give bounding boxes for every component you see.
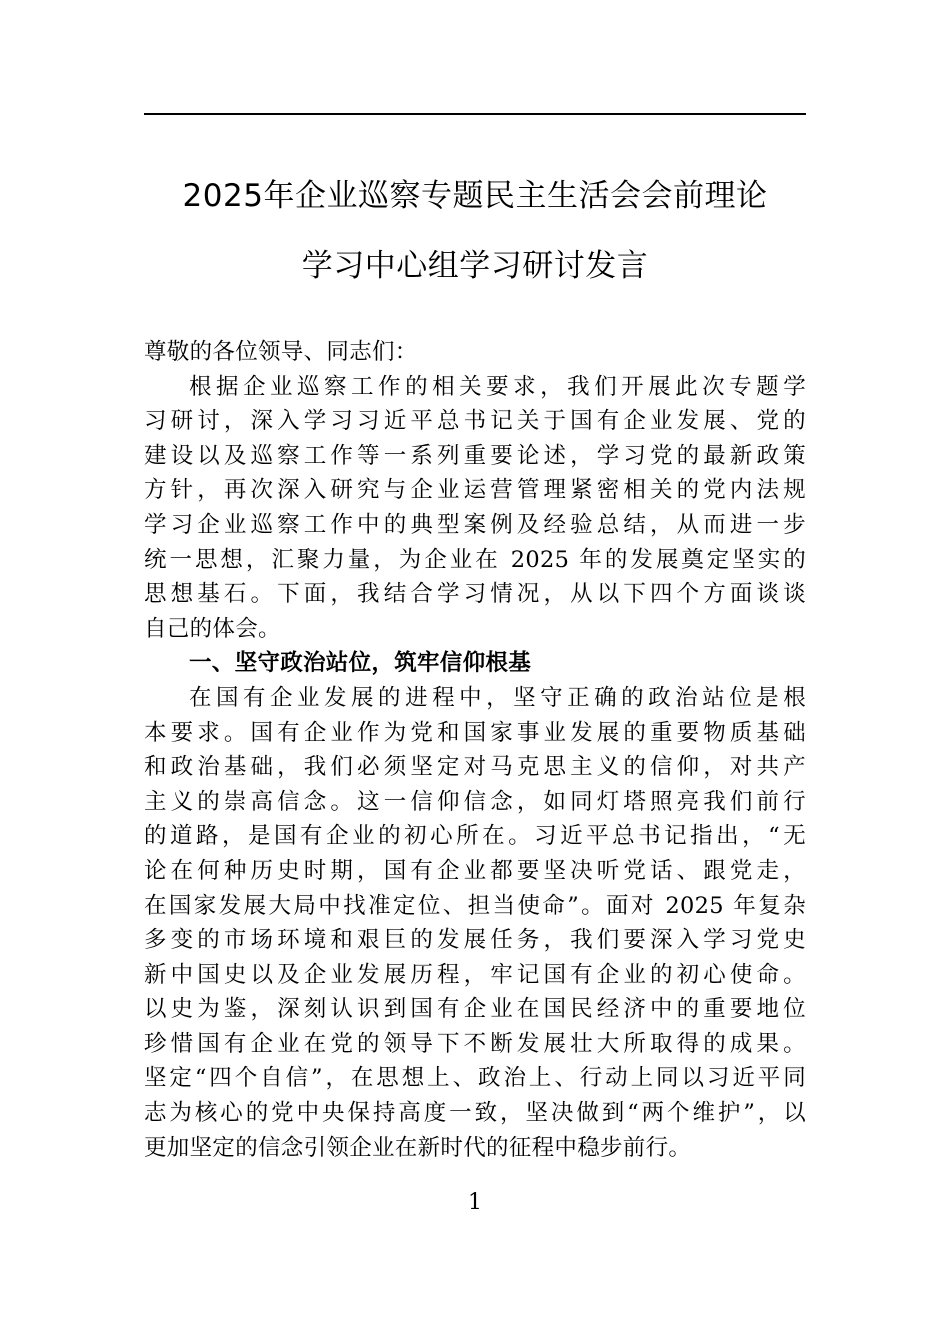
intro-line: 方针，再次深入研究与企业运营管理紧密相关的党内法规 [144,477,806,504]
section-line: 主义的崇高信念。这一信仰信念，如同灯塔照亮我们前行 [144,788,806,815]
document-body [144,335,806,1165]
intro-line: 自己的体会。 [144,615,281,642]
page-number: 1 [468,1190,482,1215]
section-line: 在国家发展大局中找准定位、担当使命”。面对 2025 年复杂 [144,892,806,919]
section-line: 的道路，是国有企业的初心所在。习近平总书记指出，“无 [144,823,806,850]
intro-line: 统一思想，汇聚力量，为企业在 2025 年的发展奠定坚实的 [144,546,806,573]
section-line: 志为核心的党中央保持高度一致，坚决做到“两个维护”，以 [144,1100,806,1127]
section-line: 新中国史以及企业发展历程，牢记国有企业的初心使命。 [144,961,806,988]
salutation: 尊敬的各位领导、同志们： [144,339,418,365]
document-title-line-1: 2025年企业巡察专题民主生活会会前理论 [182,178,768,214]
section-line: 珍惜国有企业在党的领导下不断发展壮大所取得的成果。 [144,1030,806,1057]
section-line: 论在何种历史时期，国有企业都要坚决听党话、跟党走， [144,857,806,884]
section-line: 和政治基础，我们必须坚定对马克思主义的信仰，对共产 [144,754,806,781]
section-line: 更加坚定的信念引领企业在新时代的征程中稳步前行。 [144,1134,692,1161]
section-line: 本要求。国有企业作为党和国家事业发展的重要物质基础 [144,719,806,746]
section-line: 坚定“四个自信”，在思想上、政治上、行动上同以习近平同 [144,1065,806,1092]
section-line: 以史为鉴，深刻认识到国有企业在国民经济中的重要地位 [144,996,806,1023]
intro-line: 习研讨，深入学习习近平总书记关于国有企业发展、党的 [144,408,806,435]
intro-line: 学习企业巡察工作中的典型案例及经验总结，从而进一步 [144,511,806,538]
header-rule [144,113,806,115]
intro-line: 根据企业巡察工作的相关要求，我们开展此次专题学 [189,373,806,400]
document-title-line-2: 学习中心组学习研讨发言 [301,248,649,284]
intro-line: 思想基石。下面，我结合学习情况，从以下四个方面谈谈 [144,581,806,608]
intro-line: 建设以及巡察工作等一系列重要论述，学习党的最新政策 [144,442,806,469]
section-line: 多变的市场环境和艰巨的发展任务，我们要深入学习党史 [144,927,806,954]
section-heading: 一、坚守政治站位，筑牢信仰根基 [189,650,532,677]
section-line: 在国有企业发展的进程中，坚守正确的政治站位是根 [189,684,806,711]
